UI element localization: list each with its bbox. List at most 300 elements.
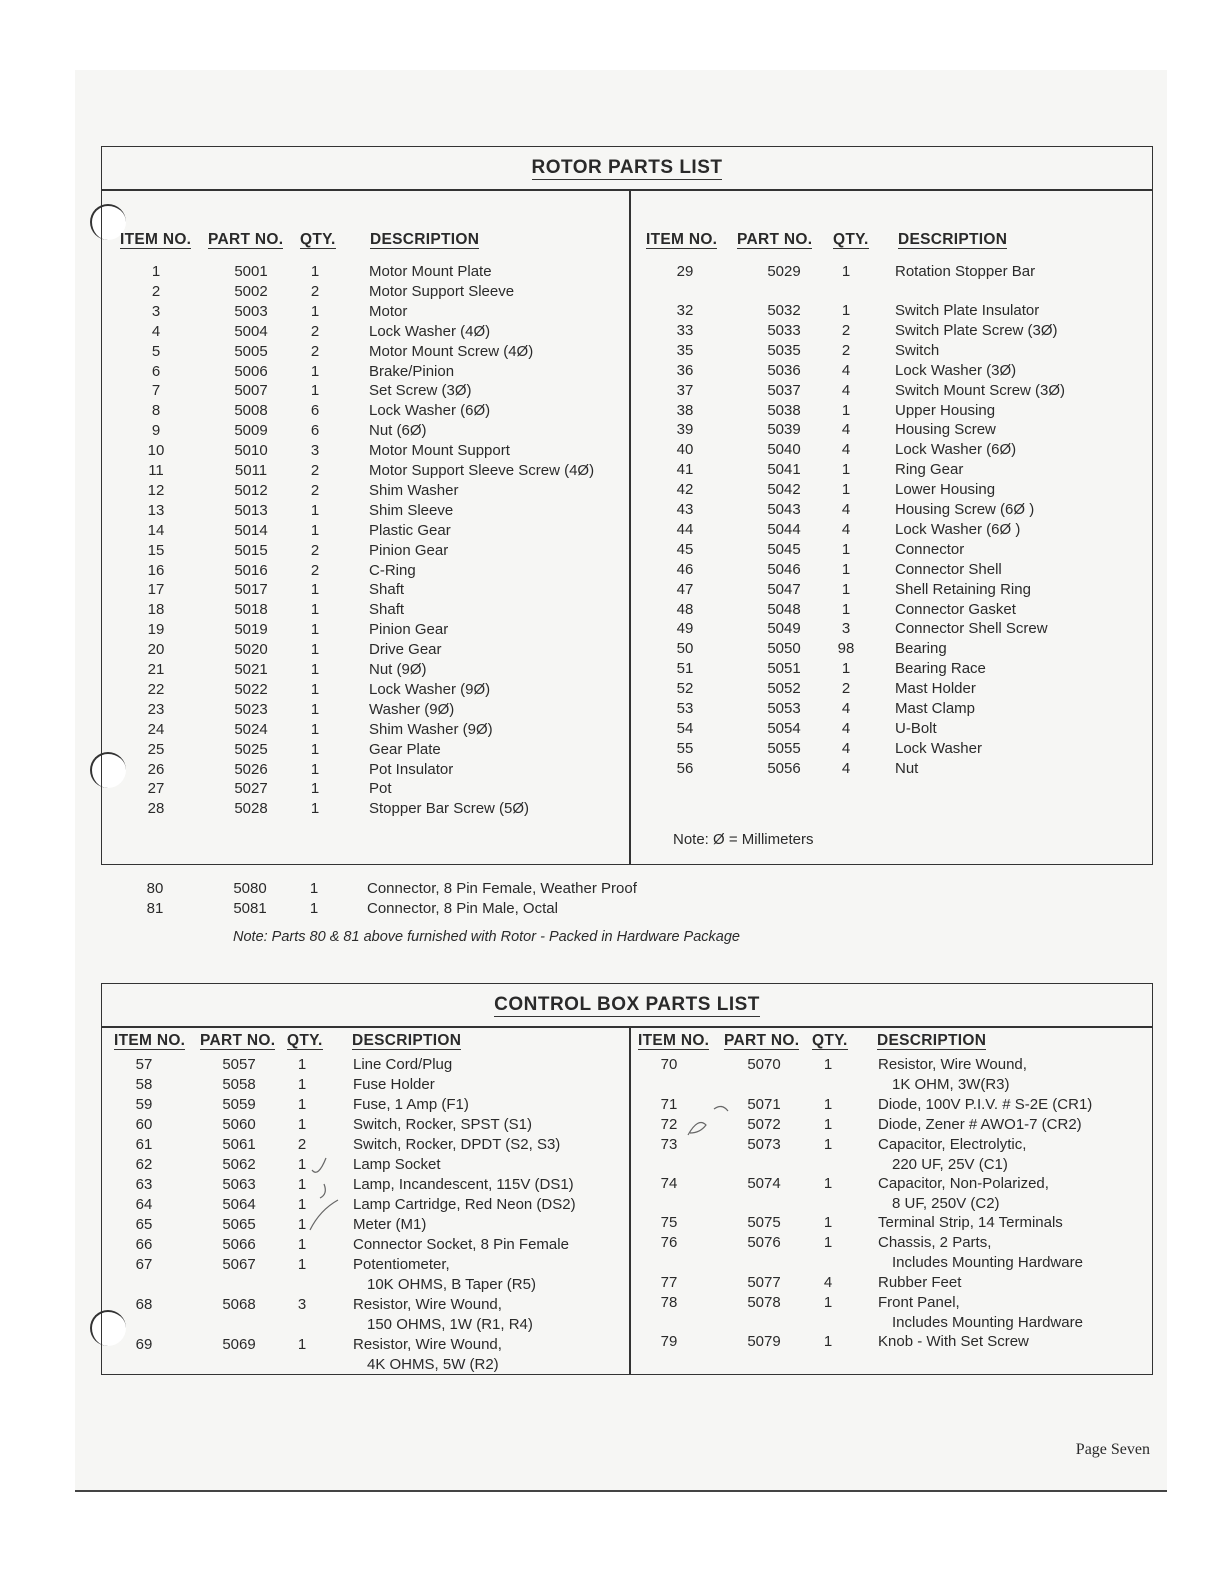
item-number: 58	[135, 1076, 153, 1093]
quantity: 1	[841, 580, 851, 598]
item-number: 19	[147, 621, 165, 639]
part-number: 5053	[767, 700, 801, 717]
description-continued: Includes Mounting Hardware	[892, 1254, 1083, 1271]
item-number: 68	[135, 1296, 153, 1313]
quantity: 1	[823, 1214, 833, 1231]
item-number: 54	[676, 719, 694, 737]
description: Meter (M1)	[353, 1216, 427, 1233]
quantity: 4	[841, 381, 851, 399]
description: Connector Gasket	[895, 600, 1016, 618]
part-number: 5029	[767, 263, 801, 280]
description: Fuse Holder	[353, 1076, 435, 1093]
rotor-parts-title: ROTOR PARTS LIST	[531, 157, 723, 178]
description: Connector, 8 Pin Female, Weather Proof	[367, 880, 637, 897]
part-number: 5010	[234, 442, 268, 460]
description: Washer (9Ø)	[369, 700, 455, 718]
quantity: 1	[841, 660, 851, 678]
quantity: 2	[841, 321, 851, 339]
rotor-right-header-item: ITEM NO.	[646, 231, 718, 248]
description: Motor Mount Support	[369, 442, 510, 460]
description: Stopper Bar Screw (5Ø)	[369, 800, 530, 818]
quantity: 2	[310, 342, 320, 360]
rotor-title-rule	[102, 189, 1152, 191]
quantity: 4	[841, 421, 851, 439]
part-number: 5068	[222, 1296, 256, 1313]
quantity: 1	[823, 1136, 833, 1153]
item-number: 37	[676, 381, 694, 399]
quantity: 1	[310, 720, 320, 738]
description-continued: 4K OHMS, 5W (R2)	[367, 1356, 499, 1373]
quantity: 1	[310, 780, 320, 798]
part-number: 5001	[234, 263, 268, 280]
quantity: 1	[310, 700, 320, 718]
part-number: 5064	[222, 1196, 256, 1213]
description-continued: 150 OHMS, 1W (R1, R4)	[367, 1316, 533, 1333]
part-number: 5018	[234, 601, 268, 619]
description: Connector	[895, 540, 965, 558]
quantity: 4	[841, 361, 851, 379]
item-number: 5	[151, 342, 161, 360]
part-number: 5081	[233, 900, 267, 917]
item-number: 71	[660, 1096, 678, 1113]
part-number: 5041	[767, 461, 801, 479]
description: Brake/Pinion	[369, 362, 455, 380]
part-number: 5035	[767, 341, 801, 359]
quantity: 1	[310, 740, 320, 758]
quantity: 6	[310, 422, 320, 440]
description: Capacitor, Electrolytic,	[878, 1136, 1027, 1153]
description: Shim Washer	[369, 481, 459, 499]
quantity: 1	[310, 501, 320, 519]
quantity: 2	[310, 282, 320, 300]
item-number: 7	[151, 382, 161, 400]
description: Switch Plate Insulator	[895, 302, 1040, 319]
description: Resistor, Wire Wound,	[353, 1336, 502, 1353]
description-continued: Includes Mounting Hardware	[892, 1314, 1083, 1331]
item-number: 13	[147, 501, 165, 519]
quantity: 1	[297, 1116, 307, 1133]
rotor-parts-box	[101, 146, 1153, 865]
description: Nut (9Ø)	[369, 661, 427, 678]
part-number: 5051	[767, 660, 801, 678]
description-continued: 8 UF, 250V (C2)	[892, 1195, 1000, 1212]
quantity: 1	[297, 1336, 307, 1353]
quantity: 2	[310, 541, 320, 559]
part-number: 5026	[234, 760, 268, 778]
part-number: 5017	[234, 581, 268, 599]
description: Drive Gear	[369, 641, 442, 659]
item-number: 52	[676, 680, 694, 698]
quantity: 1	[297, 1236, 307, 1253]
part-number: 5058	[222, 1076, 256, 1093]
part-number: 5076	[747, 1234, 781, 1251]
quantity: 6	[310, 402, 320, 420]
part-number: 5046	[767, 560, 801, 578]
item-number: 81	[146, 900, 164, 917]
quantity: 2	[310, 481, 320, 499]
part-number: 5049	[767, 620, 801, 638]
item-number: 28	[147, 800, 165, 818]
description: Lower Housing	[895, 481, 996, 499]
description: Lock Washer (6Ø)	[369, 402, 491, 420]
page-number: Page Seven	[1075, 1441, 1150, 1458]
description: Fuse, 1 Amp (F1)	[353, 1096, 469, 1113]
description: Switch	[895, 341, 940, 359]
part-number: 5016	[234, 561, 268, 579]
description: Upper Housing	[895, 401, 996, 419]
part-number: 5067	[222, 1256, 256, 1273]
description: C-Ring	[369, 561, 416, 579]
description: Switch, Rocker, SPST (S1)	[353, 1116, 532, 1133]
quantity: 1	[309, 880, 319, 897]
item-number: 6	[151, 362, 161, 380]
item-number: 1	[151, 263, 161, 280]
quantity: 2	[310, 462, 320, 479]
quantity: 1	[297, 1156, 307, 1173]
description: Rubber Feet	[878, 1274, 962, 1291]
part-number: 5050	[767, 640, 801, 658]
rotor-left-header-qty: QTY.	[300, 231, 336, 248]
part-number: 5037	[767, 381, 801, 399]
part-number: 5011	[234, 462, 268, 479]
item-number: 64	[135, 1196, 153, 1213]
part-number: 5075	[747, 1214, 781, 1231]
item-number: 76	[660, 1234, 678, 1251]
item-number: 69	[135, 1336, 153, 1353]
part-number: 5066	[222, 1236, 256, 1253]
item-number: 8	[151, 402, 161, 420]
item-number: 2	[151, 282, 161, 300]
description-continued: 220 UF, 25V (C1)	[892, 1156, 1008, 1173]
quantity: 1	[823, 1175, 833, 1192]
item-number: 40	[676, 441, 694, 459]
part-number: 5047	[767, 580, 801, 598]
part-number: 5033	[767, 321, 801, 339]
part-number: 5078	[747, 1294, 781, 1311]
control-title-rule	[102, 1026, 1152, 1028]
quantity: 1	[310, 362, 320, 380]
item-number: 33	[676, 321, 694, 339]
quantity: 1	[841, 560, 851, 578]
rotor-right-header-qty: QTY.	[833, 231, 869, 248]
item-number: 63	[135, 1176, 153, 1193]
description: Bearing	[895, 640, 947, 658]
item-number: 44	[676, 520, 694, 538]
quantity: 1	[297, 1256, 307, 1273]
part-number: 5061	[222, 1136, 256, 1153]
item-number: 46	[676, 560, 694, 578]
quantity: 1	[297, 1196, 307, 1213]
quantity: 2	[310, 561, 320, 579]
item-number: 67	[135, 1256, 153, 1273]
quantity: 1	[310, 263, 320, 280]
item-number: 42	[676, 481, 694, 499]
item-number: 41	[676, 461, 694, 479]
part-number: 5021	[234, 661, 268, 678]
description: Diode, Zener # AWO1-7 (CR2)	[878, 1116, 1082, 1133]
control-left-header-part: PART NO.	[200, 1032, 276, 1049]
description: Shell Retaining Ring	[895, 580, 1031, 598]
item-number: 15	[147, 541, 165, 559]
item-number: 56	[676, 759, 694, 777]
control-right-header-desc: DESCRIPTION	[877, 1032, 987, 1049]
quantity: 1	[823, 1056, 833, 1073]
quantity: 1	[841, 540, 851, 558]
part-number: 5013	[234, 501, 268, 519]
description: Motor Support Sleeve Screw (4Ø)	[369, 462, 595, 479]
quantity: 2	[841, 341, 851, 359]
description: Housing Screw	[895, 421, 996, 439]
rotor-right-header-part: PART NO.	[737, 231, 813, 248]
item-number: 4	[151, 322, 161, 340]
description: Ring Gear	[895, 461, 964, 479]
rotor-millimeter-note: Note: Ø = Millimeters	[673, 831, 814, 848]
quantity: 1	[297, 1076, 307, 1093]
description: Housing Screw (6Ø )	[895, 501, 1035, 518]
item-number: 57	[135, 1056, 153, 1073]
quantity: 1	[310, 581, 320, 599]
item-number: 21	[147, 661, 165, 678]
part-number: 5044	[767, 520, 801, 538]
item-number: 16	[147, 561, 165, 579]
item-number: 47	[676, 580, 694, 598]
quantity: 1	[297, 1056, 307, 1073]
part-number: 5055	[767, 739, 801, 757]
description: Lock Washer (9Ø)	[369, 680, 491, 698]
description: Lock Washer (6Ø )	[895, 520, 1021, 538]
item-number: 50	[676, 640, 694, 658]
part-number: 5052	[767, 680, 801, 698]
item-number: 60	[135, 1116, 153, 1133]
item-number: 80	[146, 880, 164, 897]
description: Pot Insulator	[369, 760, 454, 778]
control-left-header-desc: DESCRIPTION	[352, 1032, 462, 1049]
description: Lock Washer (6Ø)	[895, 441, 1017, 459]
item-number: 74	[660, 1175, 678, 1192]
item-number: 29	[676, 263, 694, 280]
item-number: 11	[148, 462, 164, 479]
part-number: 5072	[747, 1116, 781, 1133]
quantity: 1	[310, 302, 320, 320]
item-number: 12	[147, 481, 165, 499]
control-right-header-item: ITEM NO.	[638, 1032, 710, 1049]
item-number: 53	[676, 700, 694, 717]
item-number: 18	[147, 601, 165, 619]
description: Motor Mount Screw (4Ø)	[369, 342, 534, 360]
description: Motor Mount Plate	[369, 263, 492, 280]
description: Connector Shell	[895, 560, 1002, 578]
description: Motor	[369, 302, 408, 320]
part-number: 5043	[767, 501, 801, 518]
item-number: 20	[147, 641, 165, 659]
part-number: 5059	[222, 1096, 256, 1113]
description: Knob - With Set Screw	[878, 1333, 1029, 1350]
part-number: 5025	[234, 740, 268, 758]
control-left-header-qty: QTY.	[287, 1032, 323, 1049]
part-number: 5032	[767, 302, 801, 319]
part-number: 5004	[234, 322, 268, 340]
description: U-Bolt	[895, 719, 937, 737]
description: Lock Washer	[895, 739, 982, 757]
description: Pinion Gear	[369, 621, 449, 639]
quantity: 1	[823, 1333, 833, 1350]
quantity: 4	[841, 700, 851, 717]
description: Set Screw (3Ø)	[369, 382, 472, 400]
part-number: 5048	[767, 600, 801, 618]
item-number: 48	[676, 600, 694, 618]
control-column-divider	[629, 1026, 631, 1374]
description: Diode, 100V P.I.V. # S-2E (CR1)	[878, 1096, 1093, 1113]
quantity: 4	[841, 520, 851, 538]
connector-note: Note: Parts 80 & 81 above furnished with Rotor - Packed in Hardware Package	[233, 929, 740, 945]
quantity: 2	[310, 322, 320, 340]
rotor-column-divider	[629, 189, 631, 864]
item-number: 9	[151, 422, 161, 440]
handwritten-marks	[300, 1150, 380, 1240]
quantity: 3	[841, 620, 851, 638]
quantity: 1	[310, 661, 320, 678]
item-number: 66	[135, 1236, 153, 1253]
quantity: 1	[823, 1096, 833, 1113]
control-right-header-part: PART NO.	[724, 1032, 800, 1049]
part-number: 5069	[222, 1336, 256, 1353]
item-number: 32	[676, 302, 694, 319]
part-number: 5028	[234, 800, 268, 818]
item-number: 35	[676, 341, 694, 359]
item-number: 78	[660, 1294, 678, 1311]
item-number: 26	[147, 760, 165, 778]
quantity: 1	[309, 900, 319, 917]
part-number: 5022	[234, 680, 268, 698]
description: Gear Plate	[369, 740, 441, 758]
item-number: 72	[660, 1116, 678, 1133]
part-number: 5024	[234, 720, 268, 738]
part-number: 5027	[234, 780, 268, 798]
quantity: 1	[841, 600, 851, 618]
part-number: 5074	[747, 1175, 781, 1192]
quantity: 1	[823, 1294, 833, 1311]
item-number: 14	[147, 521, 165, 539]
item-number: 43	[676, 501, 694, 518]
item-number: 17	[147, 581, 165, 599]
part-number: 5057	[222, 1056, 256, 1073]
description: Pot	[369, 780, 392, 798]
item-number: 59	[135, 1096, 153, 1113]
quantity: 3	[297, 1296, 307, 1313]
part-number: 5020	[234, 641, 268, 659]
quantity: 1	[310, 760, 320, 778]
quantity: 1	[297, 1096, 307, 1113]
description: Shim Sleeve	[369, 501, 454, 519]
part-number: 5042	[767, 481, 801, 499]
description: Connector, 8 Pin Male, Octal	[367, 900, 558, 917]
description: Chassis, 2 Parts,	[878, 1234, 992, 1251]
quantity: 1	[841, 481, 851, 499]
part-number: 5045	[767, 540, 801, 558]
description-continued: 10K OHMS, B Taper (R5)	[367, 1276, 536, 1293]
description: Lock Washer (3Ø)	[895, 361, 1017, 379]
part-number: 5007	[234, 382, 268, 400]
part-number: 5015	[234, 541, 268, 559]
quantity: 4	[841, 441, 851, 459]
quantity: 1	[310, 601, 320, 619]
item-number: 39	[676, 421, 694, 439]
quantity: 4	[841, 739, 851, 757]
part-number: 5071	[747, 1096, 781, 1113]
part-number: 5056	[767, 759, 801, 777]
part-number: 5060	[222, 1116, 256, 1133]
quantity: 1	[841, 401, 851, 419]
rotor-left-header-item: ITEM NO.	[120, 231, 192, 248]
description: Lamp Cartridge, Red Neon (DS2)	[353, 1196, 576, 1213]
item-number: 24	[147, 720, 165, 738]
item-number: 36	[676, 361, 694, 379]
quantity: 98	[837, 640, 855, 658]
part-number: 5073	[747, 1136, 781, 1153]
quantity: 1	[823, 1116, 833, 1133]
quantity: 2	[297, 1136, 307, 1153]
description: Plastic Gear	[369, 521, 451, 539]
part-number: 5003	[234, 302, 268, 320]
part-number: 5005	[234, 342, 268, 360]
item-number: 79	[660, 1333, 678, 1350]
quantity: 1	[310, 800, 320, 818]
description: Lock Washer (4Ø)	[369, 322, 491, 340]
part-number: 5079	[747, 1333, 781, 1350]
control-box-title: CONTROL BOX PARTS LIST	[494, 994, 760, 1015]
part-number: 5077	[747, 1274, 781, 1291]
item-number: 62	[135, 1156, 153, 1173]
part-number: 5014	[234, 521, 268, 539]
part-number: 5002	[234, 282, 268, 300]
control-left-header-item: ITEM NO.	[114, 1032, 186, 1049]
description: Lamp Socket	[353, 1156, 441, 1173]
item-number: 49	[676, 620, 694, 638]
description: Resistor, Wire Wound,	[878, 1056, 1027, 1073]
quantity: 1	[310, 680, 320, 698]
part-number: 5080	[233, 880, 267, 897]
handwritten-marks-2	[680, 1095, 760, 1140]
description: Capacitor, Non-Polarized,	[878, 1175, 1049, 1192]
rotor-left-header-desc: DESCRIPTION	[370, 231, 480, 248]
description: Motor Support Sleeve	[369, 282, 515, 300]
description: Switch, Rocker, DPDT (S2, S3)	[353, 1136, 561, 1153]
part-number: 5036	[767, 361, 801, 379]
description: Shaft	[369, 581, 405, 599]
description: Front Panel,	[878, 1294, 960, 1311]
part-number: 5009	[234, 422, 268, 440]
part-number: 5065	[222, 1216, 256, 1233]
description: Connector Socket, 8 Pin Female	[353, 1236, 569, 1253]
item-number: 51	[676, 660, 694, 678]
quantity: 1	[310, 382, 320, 400]
part-number: 5062	[222, 1156, 256, 1173]
bottom-rule	[75, 1490, 1167, 1492]
quantity: 3	[310, 442, 320, 460]
description: Rotation Stopper Bar	[895, 263, 1036, 280]
quantity: 4	[841, 501, 851, 518]
quantity: 1	[297, 1216, 307, 1233]
description: Pinion Gear	[369, 541, 449, 559]
item-number: 70	[660, 1056, 678, 1073]
quantity: 1	[841, 302, 851, 319]
quantity: 1	[823, 1234, 833, 1251]
description: Mast Holder	[895, 680, 976, 698]
quantity: 4	[823, 1274, 833, 1291]
description: Line Cord/Plug	[353, 1056, 453, 1073]
part-number: 5006	[234, 362, 268, 380]
quantity: 2	[841, 680, 851, 698]
